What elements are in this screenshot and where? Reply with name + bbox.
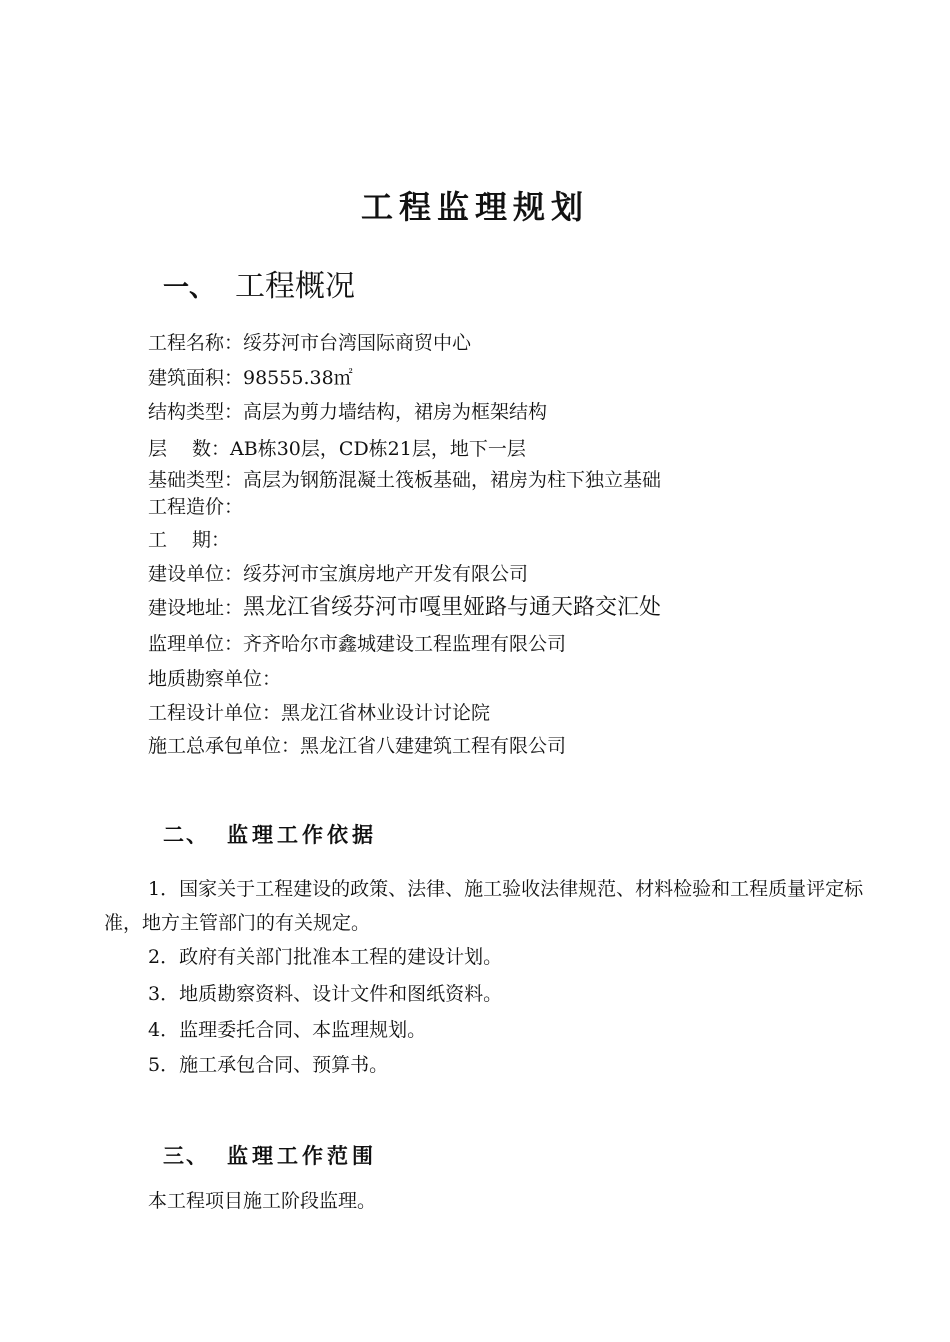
section-1-title: 工程概况 [235,269,355,304]
document-title: 工程监理规划 [360,188,589,226]
building-area-line: 建筑面积：98555.38㎡ [148,367,353,389]
section-1-heading [163,264,355,311]
section-1-number: 一、 [163,273,216,303]
address-label: 建设地址： [148,597,244,619]
project-name-line: 工程名称：绥芬河市台湾国际商贸中心 [148,332,472,354]
section-3-title: 监理工作范围 [227,1144,377,1168]
contractor-line: 施工总承包单位：黑龙江省八建建筑工程有限公司 [148,735,567,757]
section-2-number: 二、 [163,823,209,847]
basis-item-4: 4．监理委托合同、本监理规划。 [148,1019,427,1041]
section-3-heading [163,1139,377,1173]
basis-item-3: 3．地质勘察资料、设计文件和图纸资料。 [148,983,503,1005]
client-line: 建设单位：绥芬河市宝旗房地产开发有限公司 [148,563,529,585]
project-cost-line: 工程造价： [148,496,244,518]
basis-item-5: 5．施工承包合同、预算书。 [148,1054,389,1076]
duration-line: 工 期： [148,529,231,551]
foundation-type-line: 基础类型：高层为钢筋混凝土筏板基础，裙房为柱下独立基础 [148,469,662,491]
basis-item-2: 2．政府有关部门批准本工程的建设计划。 [148,946,503,968]
scope-text: 本工程项目施工阶段监理。 [148,1190,377,1212]
address-value: 黑龙江省绥芬河市嘎里娅路与通天路交汇处 [243,595,662,620]
design-unit-line: 工程设计单位：黑龙江省林业设计讨论院 [148,702,491,724]
section-2-title: 监理工作依据 [227,823,377,847]
address-line [148,594,661,622]
survey-unit-line: 地质勘察单位： [148,668,282,690]
basis-item-1: 1．国家关于工程建设的政策、法律、施工验收法律规范、材料检验和工程质量评定标准，地方主管部门的有关规定。 [104,878,864,934]
section-2-heading [163,818,377,852]
supervisor-line: 监理单位：齐齐哈尔市鑫城建设工程监理有限公司 [148,633,567,655]
floors-line: 层 数：AB栋30层，CD栋21层，地下一层 [148,438,526,460]
section-3-number: 三、 [163,1144,209,1168]
structure-type-line: 结构类型：高层为剪力墙结构，裙房为框架结构 [148,401,548,423]
